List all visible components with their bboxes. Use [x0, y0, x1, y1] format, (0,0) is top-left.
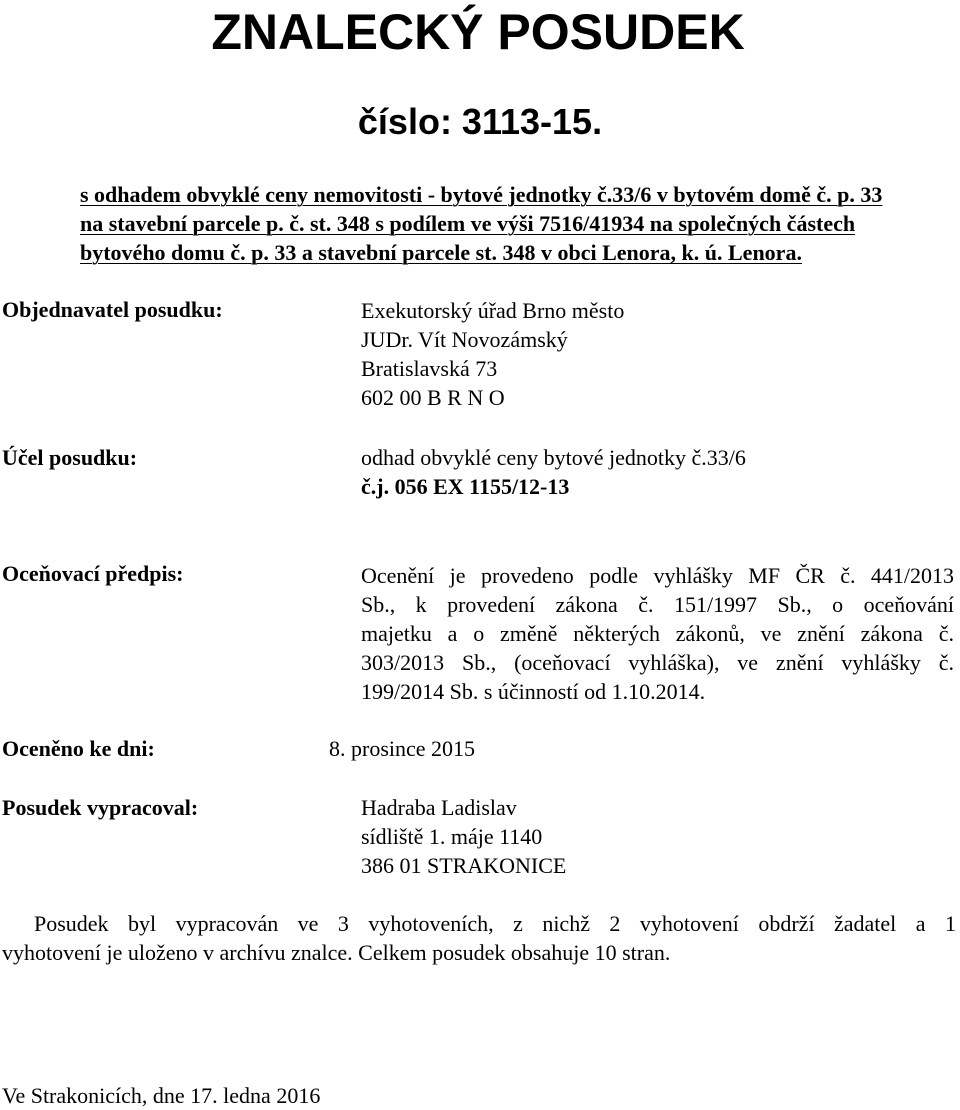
client-line: Bratislavská 73 — [361, 356, 498, 381]
author-line: 386 01 STRAKONICE — [361, 853, 567, 878]
place-and-date: Ve Strakonicích, dne 17. ledna 2016 — [2, 1083, 321, 1108]
case-number: č.j. 056 EX 1155/12-13 — [361, 474, 570, 499]
client-line: JUDr. Vít Novozámský — [361, 327, 568, 352]
document-title: ZNALECKÝ POSUDEK — [211, 4, 745, 60]
subject-line: bytového domu č. p. 33 a stavební parcele st. 348 v obci Lenora, k. ú. Lenora. — [80, 240, 802, 265]
client-line: 602 00 B R N O — [361, 385, 505, 410]
purpose-value: odhad obvyklé ceny bytové jednotky č.33/6 — [361, 445, 746, 470]
valued-on-label: Oceněno ke dni: — [2, 736, 155, 761]
author-line: Hadraba Ladislav — [361, 795, 517, 820]
author-line: sídliště 1. máje 1140 — [361, 824, 543, 849]
valued-on-date: 8. prosince 2015 — [329, 736, 476, 761]
client-line: Exekutorský úřad Brno město — [361, 298, 625, 323]
copies-note-line: Posudek byl vypracován ve 3 vyhotoveních, z nichž 2 vyhotovení obdrží žadatel a 1 — [34, 911, 956, 936]
subject-line: na stavební parcele p. č. st. 348 s podílem ve výši 7516/41934 na společných částech — [80, 211, 856, 236]
author-label: Posudek vypracoval: — [2, 795, 199, 820]
purpose-label: Účel posudku: — [2, 445, 138, 470]
subject-line: s odhadem obvyklé ceny nemovitosti - bytové jednotky č.33/6 v bytovém domě č. p. 33 — [80, 182, 883, 207]
valuation-rule-line: 303/2013 Sb., (oceňovací vyhláška), ve znění vyhlášky č. — [361, 650, 954, 675]
client-label: Objednavatel posudku: — [2, 297, 223, 322]
valuation-rule-line: Sb., k provedení zákona č. 151/1997 Sb., o oceňování — [361, 592, 954, 617]
copies-note-line: vyhotovení je uloženo v archívu znalce. Celkem posudek obsahuje 10 stran. — [2, 940, 671, 965]
valuation-rule-label: Oceňovací předpis: — [2, 561, 184, 586]
document-number: číslo: 3113-15. — [357, 101, 603, 142]
valuation-rule-line: 199/2014 Sb. s účinností od 1.10.2014. — [361, 679, 706, 704]
valuation-rule-line: majetku a o změně některých zákonů, ve znění zákona č. — [361, 621, 954, 646]
valuation-rule-line: Ocenění je provedeno podle vyhlášky MF ČR č. 441/2013 — [361, 563, 954, 588]
